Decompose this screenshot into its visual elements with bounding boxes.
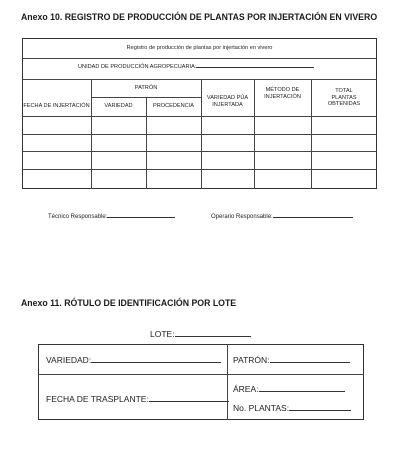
table-rule xyxy=(22,134,377,135)
unit-label xyxy=(78,64,314,70)
plantas-blank xyxy=(289,410,351,411)
unit-label-text: UNIDAD DE PRODUCCIÓN AGROPECUARIA: xyxy=(78,64,197,70)
table-rule xyxy=(22,116,377,117)
operario-label: Operario Responsable: xyxy=(211,214,273,220)
patron-label: PATRÓN: xyxy=(233,355,270,365)
table-rule xyxy=(22,169,377,170)
fecha-trasplante-label: FECHA DE TRASPLANTE: xyxy=(46,394,149,404)
header-variedad-pua-line2: INJERTADA xyxy=(212,102,243,108)
operario-blank xyxy=(273,217,353,218)
fecha-trasplante-field xyxy=(46,394,229,404)
plantas-field xyxy=(233,403,351,413)
table-title xyxy=(22,38,377,58)
annex10-title: Anexo 10. REGISTRO DE PRODUCCIÓN DE PLANTAS POR INJERTACIÓN EN VIVERO xyxy=(21,12,378,23)
header-metodo-line2: INJERTACIÓN xyxy=(264,94,301,100)
area-blank xyxy=(259,391,345,392)
patron-field xyxy=(233,355,350,365)
header-fecha: FECHA DE INJERTACIÓN xyxy=(23,103,90,110)
annex11-title: Anexo 11. RÓTULO DE IDENTIFICACIÓN POR LOTE xyxy=(21,298,237,309)
header-metodo xyxy=(254,80,311,108)
box-rule xyxy=(227,344,228,420)
lote-label: LOTE: xyxy=(150,329,175,339)
header-variedad-pua xyxy=(201,88,254,116)
operario-signature xyxy=(211,214,353,220)
header-patron: PATRÓN xyxy=(134,84,158,91)
header-total xyxy=(311,80,377,116)
box-rule xyxy=(38,374,364,375)
area-field xyxy=(233,384,345,394)
tecnico-signature xyxy=(48,214,175,220)
header-total-line3: OBTENIDAS xyxy=(327,101,361,108)
unit-blank xyxy=(196,67,314,68)
header-procedencia: PROCEDENCIA xyxy=(152,103,195,110)
table-rule xyxy=(22,151,377,152)
lote-field xyxy=(150,329,251,339)
table-rule xyxy=(22,58,377,59)
patron-blank xyxy=(270,362,350,363)
variedad-blank xyxy=(91,362,221,363)
lote-blank xyxy=(175,336,251,337)
tecnico-blank xyxy=(107,217,175,218)
plantas-label: No. PLANTAS: xyxy=(233,403,290,413)
header-total-line1: TOTAL xyxy=(335,87,353,94)
fecha-trasplante-blank xyxy=(149,401,229,402)
header-total-line2: PLANTAS xyxy=(331,94,357,101)
variedad-label: VARIEDAD: xyxy=(46,355,92,365)
header-metodo-line1: MÉTODO DE xyxy=(265,87,300,94)
area-label: ÁREA: xyxy=(233,384,259,394)
variedad-field xyxy=(46,355,221,365)
table-title-text: Registro de producción de plantas por injertación en vivero xyxy=(126,44,273,51)
header-variedad-pua-line1: VARIEDAD PÚA xyxy=(206,95,249,102)
header-variedad: VARIEDAD xyxy=(104,103,133,110)
tecnico-label: Técnico Responsable: xyxy=(48,214,108,220)
